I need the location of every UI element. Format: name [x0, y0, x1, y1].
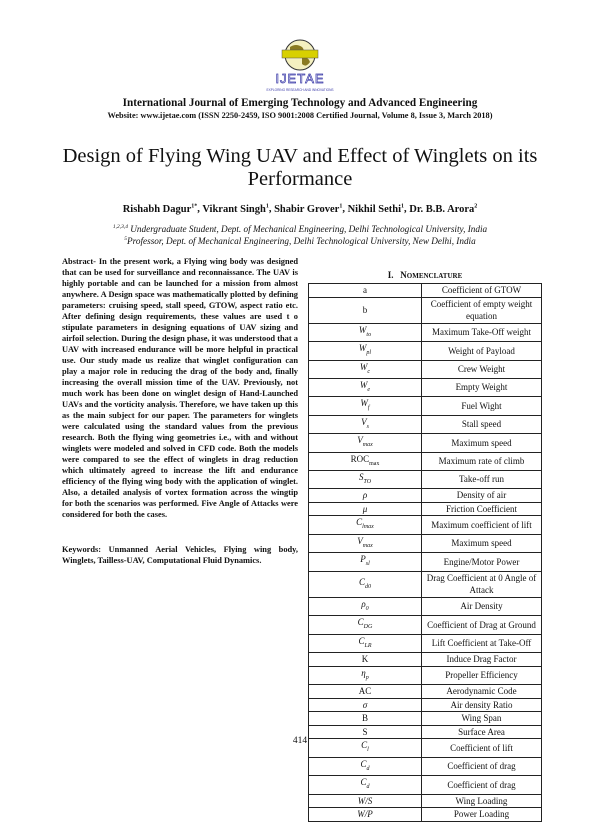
symbol-cell: $V_{max}$ — [309, 534, 422, 552]
author-list: Rishabh Dagur$^{1*}$, Vikrant Singh$^1$, Shabir Grover$^1$, Nikhil Sethi$^1$, Dr. B.B. Arora$^2$ — [122, 203, 478, 215]
author: Dr. B.B. Arora$^2$ — [409, 203, 478, 215]
table-row — [309, 323, 542, 341]
description-cell: Power Loading — [422, 808, 542, 822]
table-row — [309, 616, 542, 634]
page-number: 414 — [292, 736, 308, 746]
table-row — [309, 434, 542, 452]
description-cell: Air Density — [422, 597, 542, 615]
symbol-cell: B — [309, 712, 422, 726]
description-cell: Induce Drag Factor — [422, 653, 542, 667]
description-cell: Surface Area — [422, 725, 542, 739]
keywords: Keywords: Unmanned Aerial Vehicles, Flying wing body, Winglets, Tailless-UAV, Computational Fluid Dynamics. — [62, 545, 298, 565]
symbol-cell: a — [309, 284, 422, 298]
description-cell: Stall speed — [422, 415, 542, 433]
description-cell: Coefficient of Drag at Ground — [422, 616, 542, 634]
table-row — [309, 397, 542, 415]
description-cell: Coefficient of drag — [422, 757, 542, 775]
description-cell: Maximum speed — [422, 534, 542, 552]
description-cell: Weight of Payload — [422, 342, 542, 360]
affiliation-2: $^5$Professor, Dept. of Mechanical Engineering, Delhi Technological University, New Delhi, India — [124, 236, 476, 247]
svg-text:EXPLORING RESEARCH AND INNOVAT: EXPLORING RESEARCH AND INNOVATIONS — [266, 88, 334, 92]
symbol-cell: b — [309, 297, 422, 323]
table-row — [309, 470, 542, 488]
symbol-cell: $W_c$ — [309, 360, 422, 378]
table-row — [309, 653, 542, 667]
symbol-cell: $C_{DG}$ — [309, 616, 422, 634]
symbol-cell: $\rho_0$ — [309, 597, 422, 615]
symbol-cell: $ROC_{max}$ — [309, 452, 422, 470]
table-row — [309, 553, 542, 571]
symbol-cell: K — [309, 653, 422, 667]
description-cell: Friction Coefficient — [422, 502, 542, 516]
description-cell: Engine/Motor Power — [422, 553, 542, 571]
table-row — [309, 794, 542, 808]
journal-name: International Journal of Emerging Technology and Advanced Engineering — [122, 97, 478, 109]
symbol-cell: $C_{LR}$ — [309, 634, 422, 652]
symbol-cell: $P_{sl}$ — [309, 553, 422, 571]
description-cell: Maximum speed — [422, 434, 542, 452]
description-cell: Drag Coefficient at 0 Angle of Attack — [422, 571, 542, 597]
symbol-cell: $C_d$ — [309, 776, 422, 794]
description-cell: Aerodynamic Code — [422, 685, 542, 699]
description-cell: Empty Weight — [422, 378, 542, 396]
table-row — [309, 685, 542, 699]
symbol-cell: $C_{lmax}$ — [309, 516, 422, 534]
description-cell: Coefficient of GTOW — [422, 284, 542, 298]
table-row — [309, 634, 542, 652]
description-cell: Propeller Efficiency — [422, 666, 542, 684]
description-cell: Wing Span — [422, 712, 542, 726]
section-heading-nomenclature: I. NOMENCLATURE — [387, 270, 463, 280]
table-row — [309, 597, 542, 615]
table-row — [309, 808, 542, 822]
symbol-cell: μ — [309, 502, 422, 516]
symbol-cell: W/P — [309, 808, 422, 822]
description-cell: Coefficient of drag — [422, 776, 542, 794]
symbol-cell: $C_d$ — [309, 757, 422, 775]
symbol-cell: $W_f$ — [309, 397, 422, 415]
table-row — [309, 534, 542, 552]
table-row — [309, 776, 542, 794]
symbol-cell: S — [309, 725, 422, 739]
symbol-cell: ρ — [309, 489, 422, 503]
paper-title: Design of Flying Wing UAV and Effect of Winglets on its Performance — [62, 145, 538, 190]
description-cell: Maximum coefficient of lift — [422, 516, 542, 534]
symbol-cell: W/S — [309, 794, 422, 808]
description-cell: Coefficient of lift — [422, 739, 542, 757]
symbol-cell: $V_{max}$ — [309, 434, 422, 452]
table-row — [309, 502, 542, 516]
author: Rishabh Dagur$^{1*}$ — [122, 203, 198, 215]
affiliation-1: $^{1,2,3,4}$ Undergraduate Student, Dept. of Mechanical Engineering, Delhi Technological University, India — [112, 224, 488, 235]
description-cell: Maximum Take-Off weight — [422, 323, 542, 341]
symbol-cell: $V_s$ — [309, 415, 422, 433]
table-row — [309, 571, 542, 597]
symbol-cell: $W_{to}$ — [309, 323, 422, 341]
symbol-cell: $W_{pl}$ — [309, 342, 422, 360]
symbol-cell: $C_{d0}$ — [309, 571, 422, 597]
table-row — [309, 489, 542, 503]
table-row — [309, 378, 542, 396]
symbol-cell: σ — [309, 698, 422, 712]
author: Vikrant Singh$^1$ — [202, 203, 269, 215]
table-row — [309, 284, 542, 298]
table-row — [309, 342, 542, 360]
description-cell: Air density Ratio — [422, 698, 542, 712]
description-cell: Maximum rate of climb — [422, 452, 542, 470]
description-cell: Coefficient of empty weight equation — [422, 297, 542, 323]
table-row — [309, 415, 542, 433]
symbol-cell: $\eta_p$ — [309, 666, 422, 684]
table-row — [309, 712, 542, 726]
description-cell: Crew Weight — [422, 360, 542, 378]
symbol-cell: $W_e$ — [309, 378, 422, 396]
table-row — [309, 757, 542, 775]
symbol-cell: $C_l$ — [309, 739, 422, 757]
author: Nikhil Sethi$^1$ — [347, 203, 404, 215]
table-row — [309, 666, 542, 684]
journal-logo — [258, 38, 342, 94]
author: Shabir Grover$^1$ — [274, 203, 343, 215]
description-cell: Take-off run — [422, 470, 542, 488]
description-cell: Density of air — [422, 489, 542, 503]
table-row — [309, 360, 542, 378]
description-cell: Lift Coefficient at Take-Off — [422, 634, 542, 652]
table-row — [309, 297, 542, 323]
abstract: Abstract- In the present work, a Flying wing body was designed that can be used for surveillance and reconnaissance. The UAV is highly portable and can be launched for a mission from almost anywhere. A Design space was mathematically plotted by defining parameters: cruising speed, stall speed, GTOW, aspect ratio etc. After defining design requirements, these values are used t o stipulate parameters in designing equations of UAV sizing and airfoil selection. During the design phase, it was understood that a UAV with increased endurance will be more helpful in practical use. Our study made us realize that winglet configuration can play a major role in reducing the drag of the body and, finally increasing the overall mission time of the UAV. Previously, not much work has been done on winglet design of Hand-Launched UAVs and the vorticity analysis. Therefore, we have taken up this as the main subject for our paper. The parameters for winglets were calculated using the standard values from the previous research. Both the flying wing geometries i.e., with and without winglets were modeled and solved in CFD code. Both the models were compared to see the effect of winglets in drag reduction which ultimately agreed to increase the lift and endurance efficiency of the flying wing body with the application of winglet. Also, a detailed analysis of vortex formation across the wingtip for both the scenarios was performed. Five Angle of Attacks were considered for both the cases. — [62, 257, 298, 519]
symbol-cell: $S_{TO}$ — [309, 470, 422, 488]
svg-text:IJETAE: IJETAE — [275, 71, 325, 86]
description-cell: Wing Loading — [422, 794, 542, 808]
table-row — [309, 698, 542, 712]
symbol-cell: AC — [309, 685, 422, 699]
journal-website-line: Website: www.ijetae.com (ISSN 2250-2459, ISO 9001:2008 Certified Journal, Volume 8, Issue 3, March 2018) — [107, 111, 493, 120]
table-row — [309, 452, 542, 470]
table-row — [309, 516, 542, 534]
description-cell: Fuel Wight — [422, 397, 542, 415]
